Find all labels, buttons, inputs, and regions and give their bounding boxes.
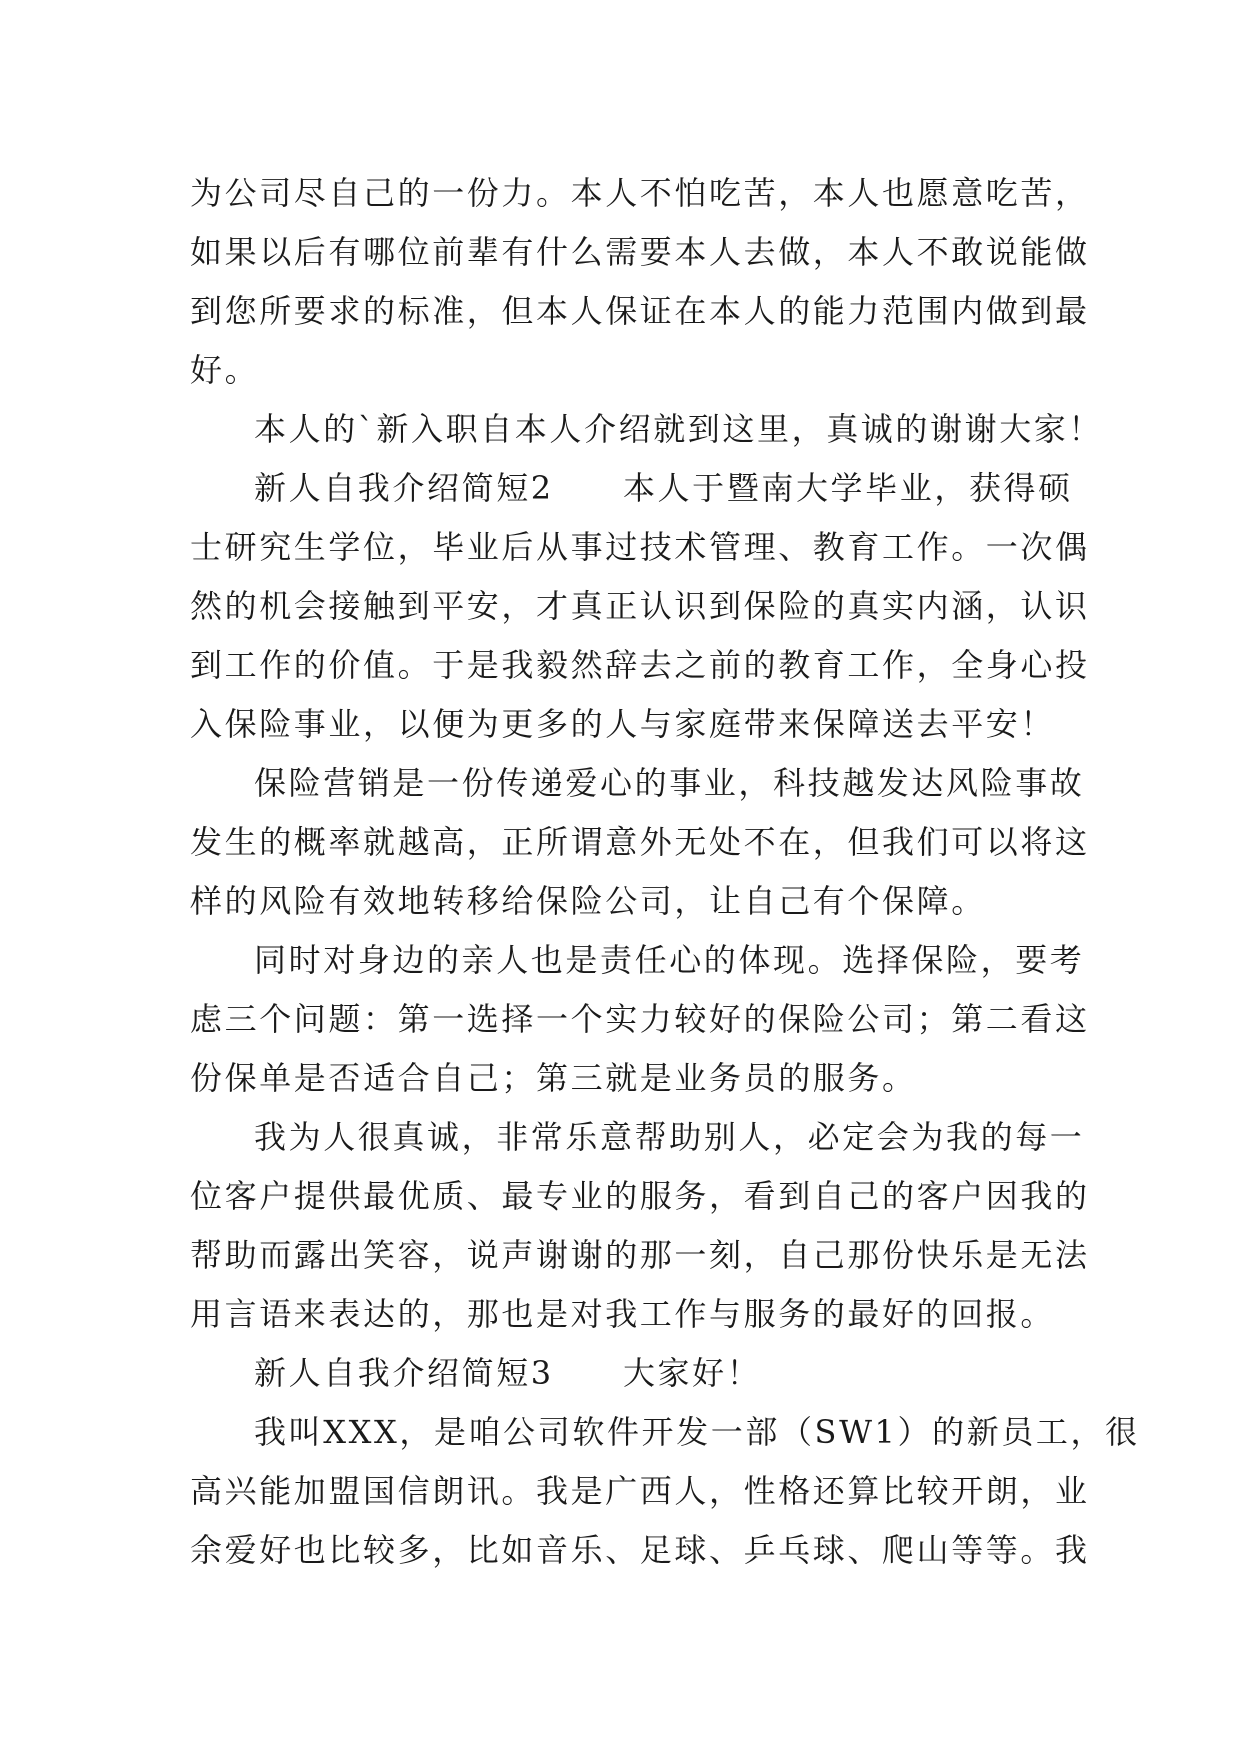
text-line: 样的风险有效地转移给保险公司，让自己有个保障。 [190, 882, 986, 920]
text-line: 高兴能加盟国信朗讯。我是广西人，性格还算比较开朗，业 [190, 1472, 1090, 1510]
text-line: 到工作的价值。于是我毅然辞去之前的教育工作，全身心投 [190, 646, 1090, 684]
text-line: 帮助而露出笑容，说声谢谢的那一刻，自己那份快乐是无法 [190, 1236, 1090, 1274]
text-line: 士研究生学位，毕业后从事过技术管理、教育工作。一次偶 [190, 528, 1090, 566]
text-line: 好。 [190, 351, 260, 389]
text-line: 然的机会接触到平安，才真正认识到保险的真实内涵，认识 [190, 587, 1090, 625]
text-line: 虑三个问题：第一选择一个实力较好的保险公司；第二看这 [190, 1000, 1090, 1038]
section-heading-line: 新人自我介绍简短2 本人于暨南大学毕业，获得硕 [254, 469, 1073, 507]
text-line: 我为人很真诚，非常乐意帮助别人，必定会为我的每一 [254, 1118, 1085, 1156]
text-line: 同时对身边的亲人也是责任心的体现。选择保险，要考 [254, 941, 1085, 979]
text-line: 余爱好也比较多，比如音乐、足球、乒乓球、爬山等等。我 [190, 1531, 1090, 1569]
text-line: 份保单是否适合自己；第三就是业务员的服务。 [190, 1059, 917, 1097]
text-line: 到您所要求的标准，但本人保证在本人的能力范围内做到最 [190, 292, 1090, 330]
text-line: 保险营销是一份传递爱心的事业，科技越发达风险事故 [254, 764, 1085, 802]
text-line: 如果以后有哪位前辈有什么需要本人去做，本人不敢说能做 [190, 233, 1090, 271]
text-line: 发生的概率就越高，正所谓意外无处不在，但我们可以将这 [190, 823, 1090, 861]
text-line: 用言语来表达的，那也是对我工作与服务的最好的回报。 [190, 1295, 1056, 1333]
text-line: 位客户提供最优质、最专业的服务，看到自己的客户因我的 [190, 1177, 1090, 1215]
text-line: 我叫XXX，是咱公司软件开发一部（SW1）的新员工，很 [254, 1413, 1140, 1451]
text-line: 本人的`新入职自本人介绍就到这里，真诚的谢谢大家！ [254, 410, 1104, 448]
text-line: 为公司尽自己的一份力。本人不怕吃苦，本人也愿意吃苦， [190, 174, 1090, 212]
text-line: 入保险事业，以便为更多的人与家庭带来保障送去平安！ [190, 705, 1056, 743]
section-heading-line: 新人自我介绍简短3 大家好！ [254, 1354, 762, 1392]
